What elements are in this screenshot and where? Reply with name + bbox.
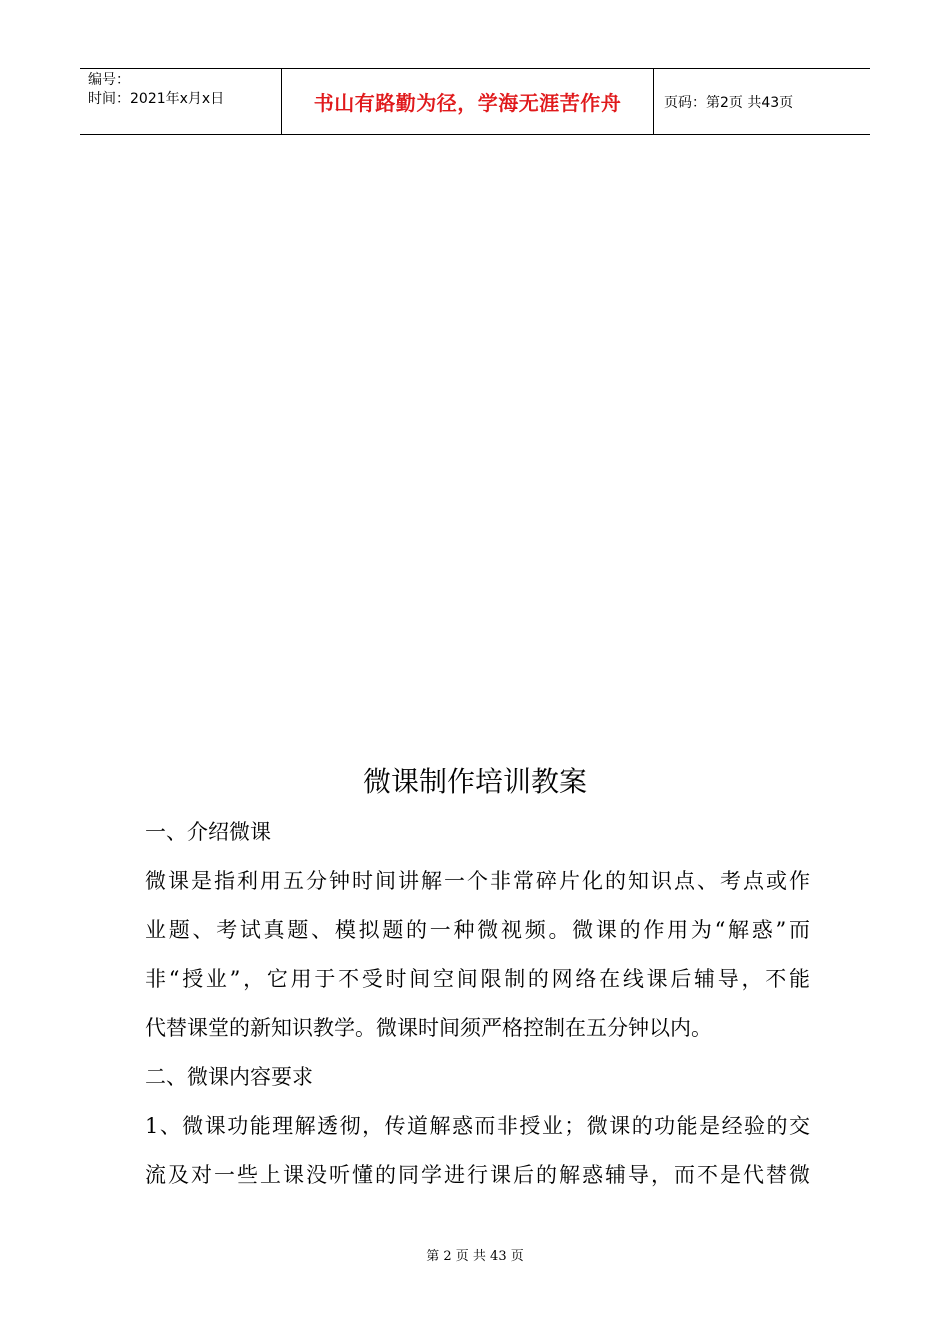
document-title: 微课制作培训教案	[362, 765, 587, 798]
header-page-info: 页码：第2页 共43页	[664, 94, 794, 111]
motto-text: 书山有路勤为径，学海无涯苦作舟	[313, 91, 622, 115]
paragraph-line: 微课是指利用五分钟时间讲解一个非常碎片化的知识点、考点或作	[145, 869, 810, 893]
section-heading-2: 二、微课内容要求	[145, 1065, 313, 1089]
header-meta-cell	[80, 69, 282, 134]
page-header	[80, 68, 870, 135]
paragraph-line: 非“授业”，它用于不受时间空间限制的网络在线课后辅导，不能	[145, 967, 810, 991]
paragraph-line: 1、微课功能理解透彻，传道解惑而非授业；微课的功能是经验的交	[145, 1114, 810, 1138]
paragraph-line: 流及对一些上课没听懂的同学进行课后的解惑辅导，而不是代替微	[145, 1163, 810, 1187]
number-label: 编号：	[88, 72, 130, 88]
document-body	[145, 812, 810, 1204]
section-heading-1: 一、介绍微课	[145, 820, 271, 844]
header-motto-cell	[282, 69, 654, 134]
header-page-cell	[654, 69, 870, 134]
date-label: 时间：2021年x月x日	[88, 91, 225, 107]
page-footer: 第 2 页 共 43 页	[426, 1249, 524, 1264]
paragraph-line: 业题、考试真题、模拟题的一种微视频。微课的作用为“解惑”而	[145, 918, 810, 942]
paragraph-line: 代替课堂的新知识教学。微课时间须严格控制在五分钟以内。	[145, 1016, 712, 1040]
